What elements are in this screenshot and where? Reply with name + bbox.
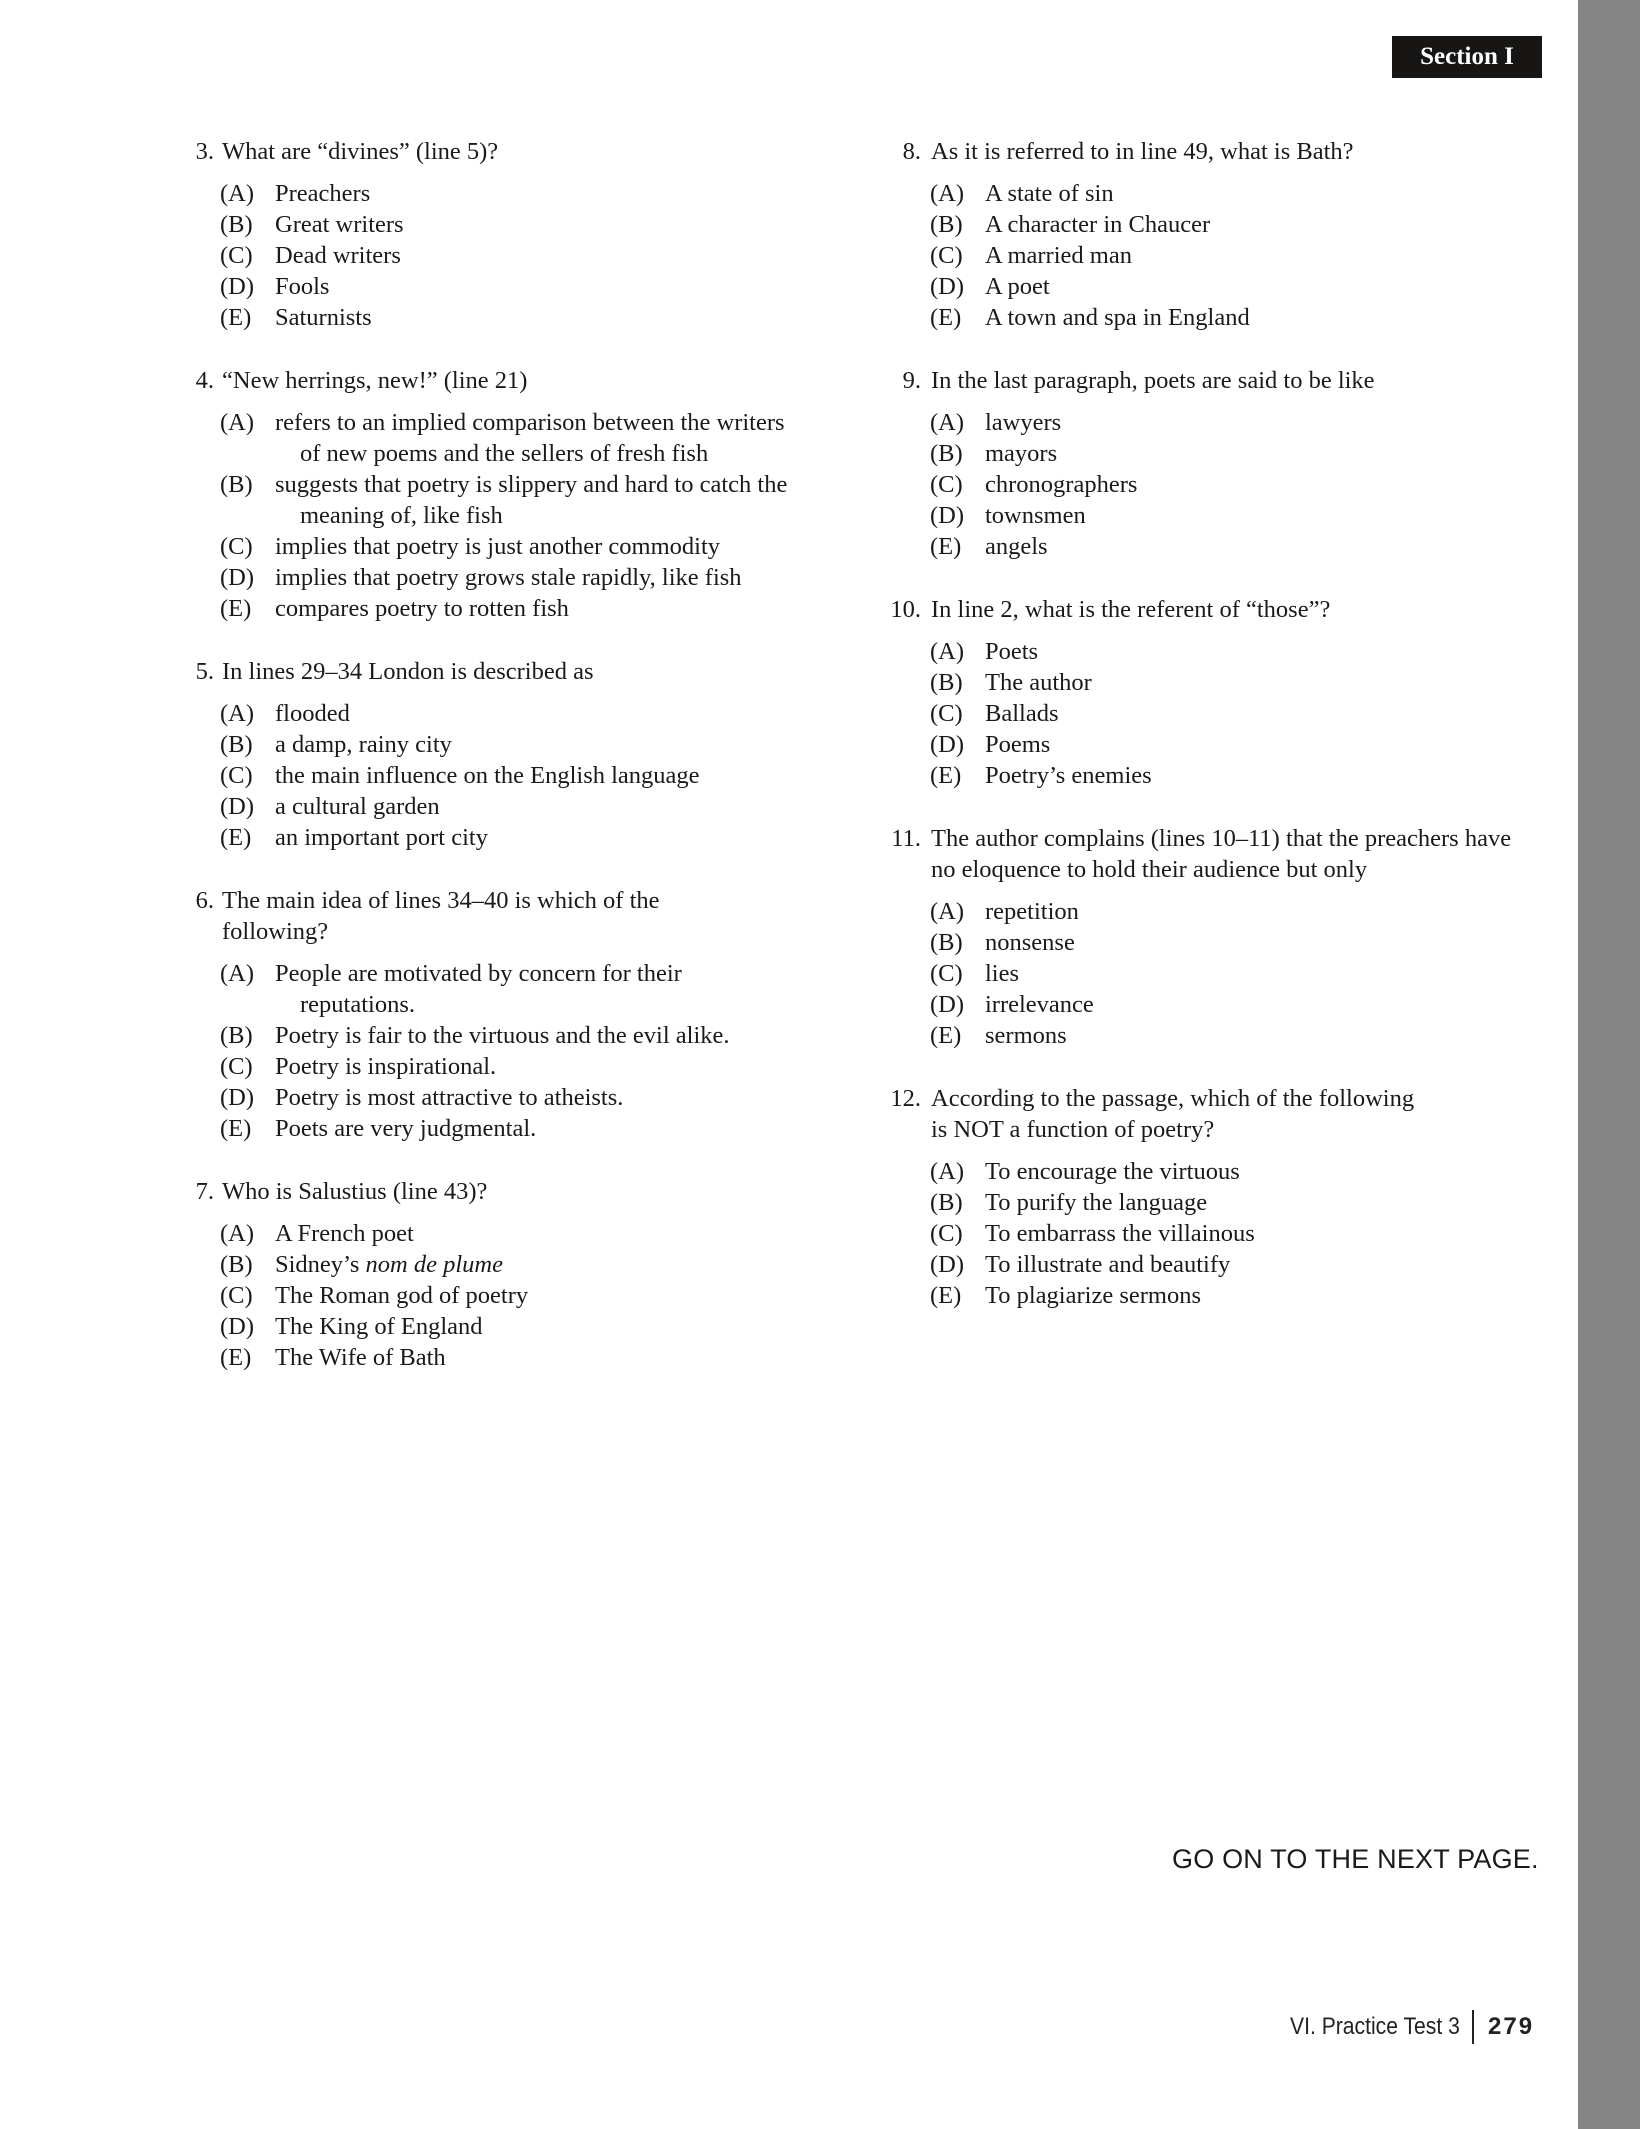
answer-option-a[interactable]: [180, 178, 840, 209]
option-text: townsmen: [985, 502, 1086, 529]
option-text: refers to an implied comparison between the writers: [275, 409, 785, 436]
page-number: 279: [1488, 2013, 1535, 2040]
option-text: A French poet: [275, 1220, 414, 1247]
option-text: Preachers: [275, 180, 371, 207]
option-text: Ballads: [985, 700, 1059, 727]
option-text: To embarrass the villainous: [985, 1220, 1255, 1247]
answer-option-d[interactable]: [180, 791, 840, 822]
option-letter: (A): [930, 409, 965, 436]
question-text-line-2: is NOT a function of poetry?: [931, 1116, 1215, 1143]
option-letter: (D): [220, 1084, 255, 1111]
question-number: 6.: [195, 887, 214, 914]
option-letter: (D): [220, 793, 255, 820]
option-text: The author: [985, 669, 1092, 696]
option-letter: (C): [930, 960, 963, 987]
answer-option-e[interactable]: [872, 302, 1552, 333]
answer-option-b[interactable]: [180, 1249, 840, 1280]
answer-option-a[interactable]: [180, 698, 840, 729]
question-stem: [180, 885, 840, 947]
answer-option-e[interactable]: [872, 760, 1552, 791]
question-10: [872, 594, 1552, 791]
answer-option-e[interactable]: [180, 593, 840, 624]
answer-option-d[interactable]: [872, 271, 1552, 302]
option-letter: (B): [930, 1189, 963, 1216]
question-text: In lines 29–34 London is described as: [222, 658, 594, 685]
option-letter: (E): [930, 762, 962, 789]
answer-option-b[interactable]: [872, 927, 1552, 958]
answer-option-d[interactable]: [872, 989, 1552, 1020]
page-footer: [1290, 2010, 1534, 2044]
option-text: compares poetry to rotten fish: [275, 595, 569, 622]
answer-option-e[interactable]: [872, 1280, 1552, 1311]
option-text: Poetry is inspirational.: [275, 1053, 497, 1080]
option-text: To encourage the virtuous: [985, 1158, 1240, 1185]
question-text: As it is referred to in line 49, what is Bath?: [931, 138, 1354, 165]
answer-option-a[interactable]: [180, 1218, 840, 1249]
answer-option-e[interactable]: [872, 1020, 1552, 1051]
option-text: To illustrate and beautify: [985, 1251, 1231, 1278]
option-letter: (C): [220, 762, 253, 789]
option-letter: (A): [220, 180, 255, 207]
option-text: implies that poetry grows stale rapidly, like fish: [275, 564, 742, 591]
question-11: [872, 823, 1552, 1051]
answer-option-b[interactable]: [180, 1020, 840, 1051]
answer-option-a[interactable]: [872, 896, 1552, 927]
answer-option-d[interactable]: [180, 1082, 840, 1113]
option-letter: (B): [220, 211, 253, 238]
option-text: A character in Chaucer: [985, 211, 1211, 238]
option-letter: (B): [220, 471, 253, 498]
answer-option-c[interactable]: [180, 531, 840, 562]
answer-option-d[interactable]: [872, 729, 1552, 760]
option-letter: (E): [930, 304, 962, 331]
question-text: Who is Salustius (line 43)?: [222, 1178, 488, 1205]
option-letter: (A): [220, 700, 255, 727]
option-text: nonsense: [985, 929, 1075, 956]
option-text: an important port city: [275, 824, 488, 851]
option-letter: (B): [220, 1022, 253, 1049]
answer-options: [872, 178, 1552, 333]
option-letter: (B): [930, 669, 963, 696]
option-letter: (D): [220, 564, 255, 591]
answer-option-a[interactable]: [872, 178, 1552, 209]
answer-option-e[interactable]: [872, 531, 1552, 562]
question-text-line-1: The author complains (lines 10–11) that the preachers have: [931, 825, 1512, 852]
option-text: suggests that poetry is slippery and hard to catch the: [275, 471, 788, 498]
option-text: A married man: [985, 242, 1132, 269]
option-letter: (C): [220, 242, 253, 269]
question-stem: [180, 1176, 840, 1207]
question-text-line-2: no eloquence to hold their audience but only: [931, 856, 1368, 883]
answer-option-d[interactable]: [872, 1249, 1552, 1280]
option-letter: (E): [220, 304, 252, 331]
option-text: The Wife of Bath: [275, 1344, 446, 1371]
question-stem: [180, 136, 840, 167]
answer-option-c[interactable]: [872, 469, 1552, 500]
option-text: Poetry’s enemies: [985, 762, 1152, 789]
option-text: Fools: [275, 273, 330, 300]
option-text: Dead writers: [275, 242, 401, 269]
answer-option-b[interactable]: [872, 667, 1552, 698]
option-text: repetition: [985, 898, 1079, 925]
answer-option-e[interactable]: [180, 1342, 840, 1373]
option-text: A town and spa in England: [985, 304, 1250, 331]
option-letter: (A): [220, 1220, 255, 1247]
option-text: To plagiarize sermons: [985, 1282, 1201, 1309]
option-text: To purify the language: [985, 1189, 1208, 1216]
option-text-continued: of new poems and the sellers of fresh fish: [300, 440, 709, 467]
option-text: angels: [985, 533, 1048, 560]
option-text: A state of sin: [985, 180, 1114, 207]
option-letter: (C): [930, 471, 963, 498]
answer-option-a[interactable]: [180, 958, 840, 1020]
option-text: the main influence on the English language: [275, 762, 700, 789]
question-number: 3.: [195, 138, 214, 165]
footer-divider: [1472, 2010, 1474, 2044]
option-text-continued: reputations.: [300, 991, 415, 1018]
right-column: [872, 136, 1552, 1343]
option-letter: (A): [930, 180, 965, 207]
answer-option-c[interactable]: [180, 760, 840, 791]
option-letter: (E): [220, 595, 252, 622]
option-letter: (C): [220, 533, 253, 560]
question-6: [180, 885, 840, 1144]
answer-option-c[interactable]: [180, 240, 840, 271]
option-letter: (E): [930, 533, 962, 560]
option-letter: (D): [930, 502, 965, 529]
question-stem: [872, 136, 1552, 167]
answer-option-d[interactable]: [180, 271, 840, 302]
option-letter: (A): [220, 960, 255, 987]
option-text: sermons: [985, 1022, 1067, 1049]
question-number: 4.: [195, 367, 214, 394]
question-9: [872, 365, 1552, 562]
answer-option-c[interactable]: [180, 1051, 840, 1082]
option-text: Poets: [985, 638, 1039, 665]
option-text-continued: meaning of, like fish: [300, 502, 503, 529]
question-stem: [872, 1083, 1552, 1145]
option-letter: (C): [930, 1220, 963, 1247]
option-text: Poetry is most attractive to atheists.: [275, 1084, 624, 1111]
answer-option-d[interactable]: [872, 500, 1552, 531]
question-number: 5.: [195, 658, 214, 685]
option-text-italic: nom de plume: [365, 1251, 503, 1278]
answer-option-b[interactable]: [872, 1187, 1552, 1218]
answer-options: [872, 1156, 1552, 1311]
option-letter: (D): [930, 991, 965, 1018]
answer-options: [872, 407, 1552, 562]
answer-option-a[interactable]: [180, 407, 840, 469]
option-letter: (B): [930, 211, 963, 238]
question-number: 7.: [195, 1178, 214, 1205]
answer-option-d[interactable]: [180, 562, 840, 593]
question-stem: [872, 594, 1552, 625]
question-number: 11.: [891, 825, 921, 852]
question-number: 12.: [890, 1085, 921, 1112]
option-text: Poets are very judgmental.: [275, 1115, 537, 1142]
question-text-line-2: following?: [222, 918, 329, 945]
answer-options: [180, 958, 840, 1144]
option-text: Saturnists: [275, 304, 372, 331]
question-text: “New herrings, new!” (line 21): [222, 367, 528, 394]
question-text: In the last paragraph, poets are said to be like: [931, 367, 1375, 394]
answer-option-c[interactable]: [872, 958, 1552, 989]
answer-options: [180, 178, 840, 333]
question-stem: [872, 823, 1552, 885]
option-letter: (D): [220, 273, 255, 300]
option-letter: (B): [930, 440, 963, 467]
answer-option-b[interactable]: [180, 209, 840, 240]
question-text-line-1: According to the passage, which of the following: [931, 1085, 1415, 1112]
option-letter: (A): [930, 898, 965, 925]
option-letter: (C): [930, 700, 963, 727]
answer-option-b[interactable]: [872, 438, 1552, 469]
question-stem: [872, 365, 1552, 396]
question-number: 8.: [902, 138, 921, 165]
option-text: The King of England: [275, 1313, 483, 1340]
option-letter: (E): [220, 1344, 252, 1371]
option-letter: (A): [930, 638, 965, 665]
answer-option-a[interactable]: [872, 1156, 1552, 1187]
option-text: a damp, rainy city: [275, 731, 452, 758]
option-text: implies that poetry is just another commodity: [275, 533, 721, 560]
answer-options: [180, 407, 840, 624]
answer-options: [180, 1218, 840, 1373]
option-letter: (D): [220, 1313, 255, 1340]
option-letter: (E): [220, 1115, 252, 1142]
option-letter: (A): [220, 409, 255, 436]
option-letter: (A): [930, 1158, 965, 1185]
option-text: Poems: [985, 731, 1051, 758]
option-letter: (D): [930, 731, 965, 758]
question-4: [180, 365, 840, 624]
option-letter: (C): [930, 242, 963, 269]
question-5: [180, 656, 840, 853]
option-letter: (B): [220, 1251, 253, 1278]
option-text: People are motivated by concern for their: [275, 960, 682, 987]
option-text: Poetry is fair to the virtuous and the evil alike.: [275, 1022, 730, 1049]
page-edge-tab-bar: [1578, 0, 1640, 2129]
option-text: mayors: [985, 440, 1058, 467]
option-text: chronographers: [985, 471, 1138, 498]
answer-options: [180, 698, 840, 853]
answer-options: [872, 896, 1552, 1051]
option-letter: (E): [220, 824, 252, 851]
question-8: [872, 136, 1552, 333]
answer-option-b[interactable]: [180, 729, 840, 760]
option-letter: (D): [930, 273, 965, 300]
section-label: Section I: [1392, 36, 1542, 78]
answer-option-c[interactable]: [872, 240, 1552, 271]
question-stem: [180, 656, 840, 687]
option-letter: (B): [220, 731, 253, 758]
option-text: lies: [985, 960, 1020, 987]
question-number: 10.: [890, 596, 921, 623]
answer-option-c[interactable]: [872, 698, 1552, 729]
question-text-line-1: The main idea of lines 34–40 is which of the: [222, 887, 660, 914]
answer-option-e[interactable]: [180, 302, 840, 333]
option-text: a cultural garden: [275, 793, 440, 820]
option-text: Sidney’s: [275, 1251, 366, 1278]
question-stem: [180, 365, 840, 396]
question-number: 9.: [902, 367, 921, 394]
option-text: A poet: [985, 273, 1050, 300]
answer-option-d[interactable]: [180, 1311, 840, 1342]
answer-option-a[interactable]: [872, 636, 1552, 667]
option-letter: (D): [930, 1251, 965, 1278]
answer-option-c[interactable]: [180, 1280, 840, 1311]
answer-options: [872, 636, 1552, 791]
option-text: The Roman god of poetry: [275, 1282, 529, 1309]
answer-option-b[interactable]: [872, 209, 1552, 240]
answer-option-b[interactable]: [180, 469, 840, 531]
option-letter: (B): [930, 929, 963, 956]
left-column: [180, 136, 840, 1405]
answer-option-e[interactable]: [180, 1113, 840, 1144]
answer-option-e[interactable]: [180, 822, 840, 853]
option-text: irrelevance: [985, 991, 1094, 1018]
option-text: Great writers: [275, 211, 404, 238]
go-on-notice: GO ON TO THE NEXT PAGE.: [1172, 1844, 1539, 1874]
question-text: In line 2, what is the referent of “those”?: [931, 596, 1331, 623]
option-letter: (C): [220, 1053, 253, 1080]
answer-option-c[interactable]: [872, 1218, 1552, 1249]
question-text: What are “divines” (line 5)?: [222, 138, 499, 165]
answer-option-a[interactable]: [872, 407, 1552, 438]
question-7: [180, 1176, 840, 1373]
option-letter: (E): [930, 1022, 962, 1049]
option-text: flooded: [275, 700, 350, 727]
question-3: [180, 136, 840, 333]
option-letter: (E): [930, 1282, 962, 1309]
footer-chapter-label: VI. Practice Test 3: [1290, 2013, 1460, 2040]
option-text: lawyers: [985, 409, 1062, 436]
question-12: [872, 1083, 1552, 1311]
option-letter: (C): [220, 1282, 253, 1309]
